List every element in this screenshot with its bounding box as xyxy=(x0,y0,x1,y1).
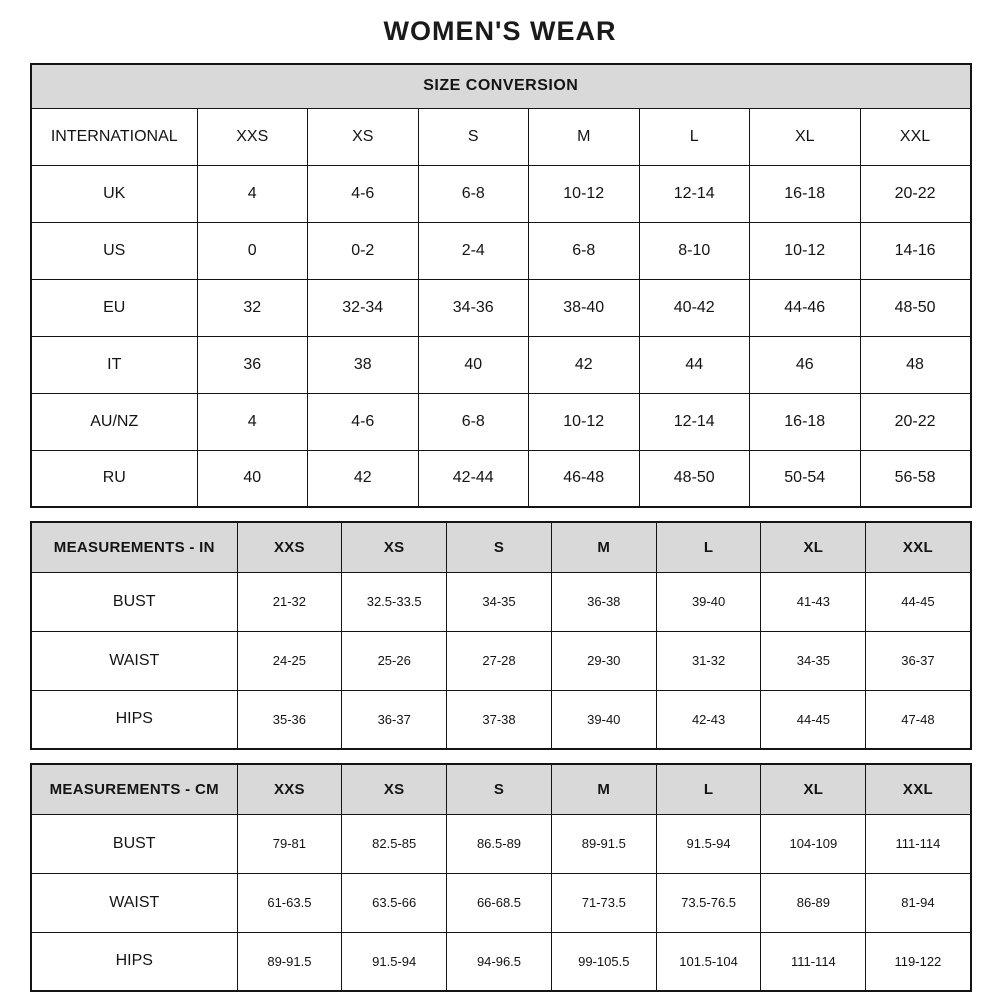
cell: 20-22 xyxy=(860,165,971,222)
row-label: US xyxy=(31,222,197,279)
cell: 6-8 xyxy=(529,222,640,279)
table-row xyxy=(31,393,971,450)
cell: 34-35 xyxy=(447,572,552,631)
cell: 32 xyxy=(197,279,308,336)
cell: 89-91.5 xyxy=(237,932,342,991)
cell: 42 xyxy=(529,336,640,393)
cell: 42-44 xyxy=(418,450,529,507)
cell: 86-89 xyxy=(761,873,866,932)
cell: 91.5-94 xyxy=(656,814,761,873)
size-header: XXS xyxy=(237,522,342,572)
cell: 47-48 xyxy=(866,690,971,749)
row-label: WAIST xyxy=(31,873,237,932)
cell: 48-50 xyxy=(639,450,750,507)
row-label: AU/NZ xyxy=(31,393,197,450)
cell: 61-63.5 xyxy=(237,873,342,932)
table-row xyxy=(31,932,971,991)
cell: 56-58 xyxy=(860,450,971,507)
cell: 94-96.5 xyxy=(447,932,552,991)
cell: 44-45 xyxy=(866,572,971,631)
cell: 34-36 xyxy=(418,279,529,336)
row-label: INTERNATIONAL xyxy=(31,108,197,165)
cell: S xyxy=(418,108,529,165)
table-row xyxy=(31,279,971,336)
cell: XXL xyxy=(860,108,971,165)
cell: 82.5-85 xyxy=(342,814,447,873)
row-label: BUST xyxy=(31,572,237,631)
table-row xyxy=(31,690,971,749)
cell: 10-12 xyxy=(750,222,861,279)
cell: 40 xyxy=(197,450,308,507)
cell: 12-14 xyxy=(639,165,750,222)
cell: 10-12 xyxy=(529,393,640,450)
cell: 16-18 xyxy=(750,393,861,450)
cell: 24-25 xyxy=(237,631,342,690)
cell: 0-2 xyxy=(308,222,419,279)
size-header: XXS xyxy=(237,764,342,814)
table-row xyxy=(31,108,971,165)
cell: XS xyxy=(308,108,419,165)
table-header-row xyxy=(31,522,971,572)
cell: 41-43 xyxy=(761,572,866,631)
table-band-row xyxy=(31,64,971,108)
row-label: BUST xyxy=(31,814,237,873)
cell: 79-81 xyxy=(237,814,342,873)
cell: 4 xyxy=(197,165,308,222)
cell: XL xyxy=(750,108,861,165)
cell: 71-73.5 xyxy=(551,873,656,932)
measurements-in-title: MEASUREMENTS - IN xyxy=(31,522,237,572)
cell: 48-50 xyxy=(860,279,971,336)
cell: 44-45 xyxy=(761,690,866,749)
cell: 63.5-66 xyxy=(342,873,447,932)
cell: 119-122 xyxy=(866,932,971,991)
cell: 111-114 xyxy=(761,932,866,991)
size-header: S xyxy=(447,764,552,814)
row-label: RU xyxy=(31,450,197,507)
row-label: HIPS xyxy=(31,690,237,749)
row-label: WAIST xyxy=(31,631,237,690)
cell: 73.5-76.5 xyxy=(656,873,761,932)
cell: 46 xyxy=(750,336,861,393)
cell: 34-35 xyxy=(761,631,866,690)
cell: 91.5-94 xyxy=(342,932,447,991)
cell: 99-105.5 xyxy=(551,932,656,991)
cell: 40 xyxy=(418,336,529,393)
size-header: XS xyxy=(342,522,447,572)
row-label: IT xyxy=(31,336,197,393)
size-header: M xyxy=(551,764,656,814)
cell: 12-14 xyxy=(639,393,750,450)
cell: 44 xyxy=(639,336,750,393)
row-label: EU xyxy=(31,279,197,336)
cell: 25-26 xyxy=(342,631,447,690)
size-header: XXL xyxy=(866,522,971,572)
measurements-in-table xyxy=(30,521,972,750)
cell: 14-16 xyxy=(860,222,971,279)
row-label: HIPS xyxy=(31,932,237,991)
table-row xyxy=(31,631,971,690)
cell: 86.5-89 xyxy=(447,814,552,873)
row-label: UK xyxy=(31,165,197,222)
size-header: XS xyxy=(342,764,447,814)
cell: 42 xyxy=(308,450,419,507)
size-header: XXL xyxy=(866,764,971,814)
size-header: L xyxy=(656,522,761,572)
cell: 35-36 xyxy=(237,690,342,749)
cell: 104-109 xyxy=(761,814,866,873)
table-row xyxy=(31,222,971,279)
cell: 39-40 xyxy=(656,572,761,631)
size-chart-page xyxy=(30,0,970,992)
cell: 4 xyxy=(197,393,308,450)
cell: 66-68.5 xyxy=(447,873,552,932)
cell: 50-54 xyxy=(750,450,861,507)
table-row xyxy=(31,450,971,507)
table-row xyxy=(31,336,971,393)
cell: 39-40 xyxy=(551,690,656,749)
cell: 38-40 xyxy=(529,279,640,336)
size-header: L xyxy=(656,764,761,814)
measurements-cm-title: MEASUREMENTS - CM xyxy=(31,764,237,814)
size-header: XL xyxy=(761,522,866,572)
cell: 40-42 xyxy=(639,279,750,336)
cell: 32-34 xyxy=(308,279,419,336)
cell: 0 xyxy=(197,222,308,279)
cell: 27-28 xyxy=(447,631,552,690)
cell: XXS xyxy=(197,108,308,165)
table-row xyxy=(31,814,971,873)
cell: 21-32 xyxy=(237,572,342,631)
cell: 42-43 xyxy=(656,690,761,749)
cell: 2-4 xyxy=(418,222,529,279)
cell: 36-38 xyxy=(551,572,656,631)
table-row xyxy=(31,572,971,631)
table-row xyxy=(31,165,971,222)
table-row xyxy=(31,873,971,932)
size-conversion-table xyxy=(30,63,972,508)
cell: 46-48 xyxy=(529,450,640,507)
cell: 89-91.5 xyxy=(551,814,656,873)
cell: 36-37 xyxy=(342,690,447,749)
table-header-row xyxy=(31,764,971,814)
measurements-cm-table xyxy=(30,763,972,992)
cell: 10-12 xyxy=(529,165,640,222)
cell: 29-30 xyxy=(551,631,656,690)
cell: 111-114 xyxy=(866,814,971,873)
size-header: S xyxy=(447,522,552,572)
cell: 20-22 xyxy=(860,393,971,450)
cell: L xyxy=(639,108,750,165)
cell: 32.5-33.5 xyxy=(342,572,447,631)
size-conversion-title: SIZE CONVERSION xyxy=(31,64,971,108)
cell: 38 xyxy=(308,336,419,393)
cell: 37-38 xyxy=(447,690,552,749)
cell: 81-94 xyxy=(866,873,971,932)
page-title: WOMEN'S WEAR xyxy=(383,16,617,46)
cell: 8-10 xyxy=(639,222,750,279)
cell: 6-8 xyxy=(418,165,529,222)
cell: 101.5-104 xyxy=(656,932,761,991)
cell: 36 xyxy=(197,336,308,393)
cell: 6-8 xyxy=(418,393,529,450)
cell: 4-6 xyxy=(308,165,419,222)
cell: 36-37 xyxy=(866,631,971,690)
cell: 48 xyxy=(860,336,971,393)
cell: 4-6 xyxy=(308,393,419,450)
cell: M xyxy=(529,108,640,165)
cell: 31-32 xyxy=(656,631,761,690)
cell: 16-18 xyxy=(750,165,861,222)
size-header: XL xyxy=(761,764,866,814)
size-header: M xyxy=(551,522,656,572)
cell: 44-46 xyxy=(750,279,861,336)
